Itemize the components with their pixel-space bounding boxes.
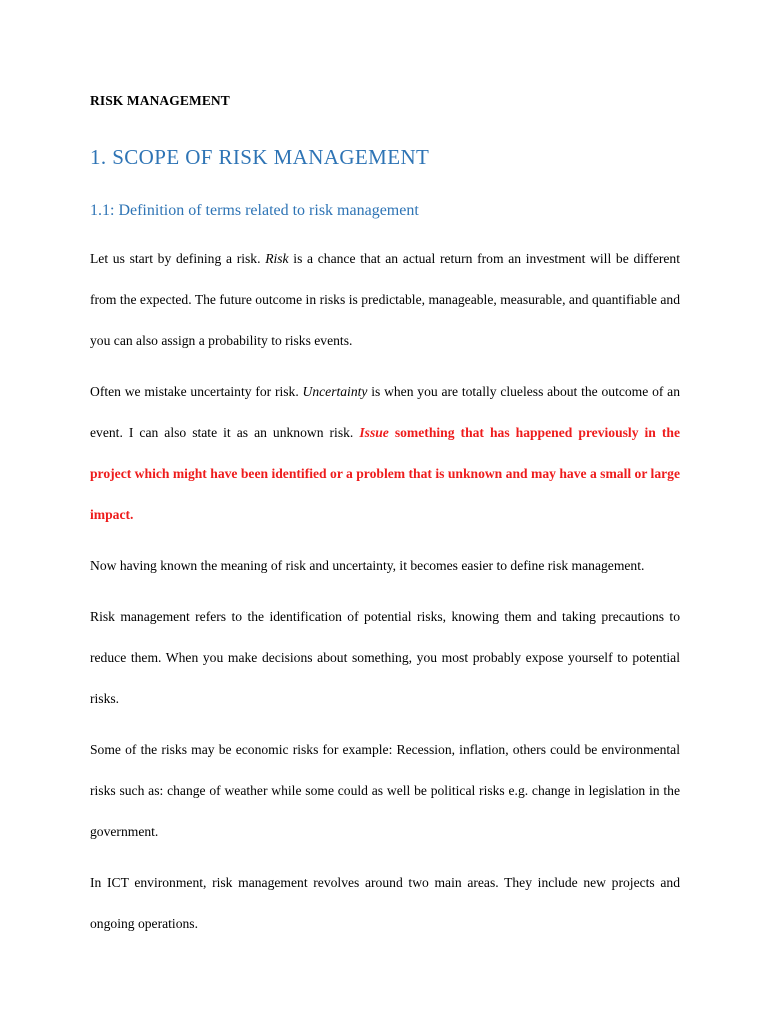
issue-definition: something that has happened previously in the project which might have been identified or a problem that is unknown and may have a small or large impact. bbox=[90, 425, 681, 522]
paragraph-uncertainty-definition bbox=[90, 371, 680, 535]
paragraph-text: is when you are totally clueless about the outcome of an event. I can also state it as an unknown risk. bbox=[90, 384, 680, 440]
paragraph-risk-definition bbox=[90, 238, 680, 361]
term-risk: Risk bbox=[265, 251, 289, 266]
heading-1: 1. SCOPE OF RISK MANAGEMENT bbox=[90, 145, 430, 169]
term-issue: Issue bbox=[359, 425, 389, 440]
paragraph-risk-management-definition: Risk management refers to the identification of potential risks, knowing them and taking precautions to reduce them. When you make decisions about something, you most probably expose yourself to potential risks. bbox=[90, 609, 680, 706]
paragraph-text: is a chance that an actual return from an investment will be different from the expected. The future outcome in risks is predictable, manageable, measurable, and quantifiable and you can also assign a probability to risks events. bbox=[90, 251, 680, 348]
paragraph-text: Let us start by defining a risk. bbox=[90, 251, 266, 266]
document-title: RISK MANAGEMENT bbox=[90, 93, 230, 108]
paragraph-text: Often we mistake uncertainty for risk. bbox=[90, 384, 303, 399]
heading-2: 1.1: Definition of terms related to risk management bbox=[90, 202, 419, 219]
paragraph-ict-environment: In ICT environment, risk management revolves around two main areas. They include new projects and ongoing operations. bbox=[90, 875, 680, 931]
term-uncertainty: Uncertainty bbox=[302, 384, 368, 399]
paragraph-risk-types: Some of the risks may be economic risks for example: Recession, inflation, others could be environmental risks such as: change of weather while some could as well be political risks e.g. change in legislation in the government. bbox=[90, 742, 680, 839]
paragraph-transition: Now having known the meaning of risk and uncertainty, it becomes easier to define risk management. bbox=[90, 558, 645, 573]
